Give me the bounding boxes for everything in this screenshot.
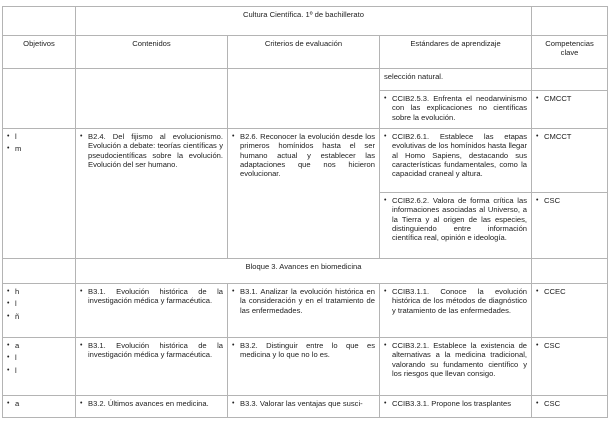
objetivo-item: • a <box>7 341 71 350</box>
objetivo-item: • l <box>7 132 71 141</box>
contenidos-cell <box>76 338 228 396</box>
empty-cell <box>3 259 76 284</box>
contenidos-cell <box>76 396 228 418</box>
header-competencias: Competencias clave <box>532 36 608 69</box>
table-row <box>3 129 608 193</box>
objetivo-item: • l <box>7 353 71 362</box>
competencia-cell <box>532 284 608 338</box>
objetivo-item: • l <box>7 299 71 308</box>
contenidos-cell <box>76 129 228 259</box>
estandar-text: • CCIB3.2.1. Establece la existencia de alternativas a la medicina tradicional, valorando su fundamento científico y los riesgos que llevan consigo. <box>384 341 527 378</box>
contenidos-cell <box>76 69 228 129</box>
competencia-cell <box>532 193 608 259</box>
estandar-cell <box>380 129 532 193</box>
empty-cell <box>532 259 608 284</box>
contenido-text: • B3.1. Evolución histórica de la investigación médica y farmacéutica. <box>80 341 223 360</box>
criterios-cell <box>228 284 380 338</box>
criterio-text: • B3.1. Analizar la evolución histórica en la consideración y en el tratamiento de las enfermedades. <box>232 287 375 315</box>
table-row <box>3 338 608 396</box>
block-heading-row <box>3 259 608 284</box>
header-contenidos: Contenidos <box>76 36 228 69</box>
estandar-text: • CCIB2.6.1. Establece las etapas evolutivas de los homínidos hasta llegar al Homo Sapiens, destacando sus características fundamentales, como la capacidad craneal y altura. <box>384 132 527 178</box>
competencia-code: • CMCCT <box>536 94 603 103</box>
criterios-cell <box>228 129 380 259</box>
estandar-text: • CCIB2.6.2. Valora de forma crítica las informaciones asociadas al Universo, a la Tierra y al origen de las especies, distinguiendo entre información científica real, opinión e ideología. <box>384 196 527 242</box>
estandar-cell <box>380 284 532 338</box>
objetivo-item: • m <box>7 144 71 153</box>
estandar-cell <box>380 193 532 259</box>
objetivos-cell <box>3 284 76 338</box>
table-row <box>3 396 608 418</box>
objetivo-item: • l <box>7 366 71 375</box>
criterios-cell <box>228 396 380 418</box>
empty-header-cell <box>532 7 608 36</box>
competencia-code: • CMCCT <box>536 132 603 141</box>
criterio-text: • B3.3. Valorar las ventajas que susci- <box>232 399 375 408</box>
objetivos-cell <box>3 69 76 129</box>
empty-header-cell <box>3 7 76 36</box>
competencia-cell <box>532 69 608 91</box>
block-title: Bloque 3. Avances en biomedicina <box>76 259 532 284</box>
criterio-text: • B2.6. Reconocer la evolución desde los primeros homínidos hasta el ser humano actual y establecer las adaptaciones que nos hicieron evolucionar. <box>232 132 375 178</box>
competencia-cell <box>532 91 608 129</box>
table-row <box>3 69 608 91</box>
table-title: Cultura Científica. 1º de bachillerato <box>76 7 532 36</box>
estandar-cell <box>380 69 532 91</box>
table-title-row <box>3 7 608 36</box>
contenidos-cell <box>76 284 228 338</box>
estandar-cell <box>380 338 532 396</box>
curriculum-table <box>2 6 608 418</box>
criterio-text: • B3.2. Distinguir entre lo que es medicina y lo que no lo es. <box>232 341 375 360</box>
estandar-text: • CCIB2.5.3. Enfrenta el neodarwinismo con las explicaciones no científicas sobre la evolución. <box>384 94 527 122</box>
header-criterios: Criterios de evaluación <box>228 36 380 69</box>
estandar-text: • CCIB3.1.1. Conoce la evolución histórica de los métodos de diagnóstico y tratamiento de las enfermedades. <box>384 287 527 315</box>
estandar-cell <box>380 396 532 418</box>
competencia-cell <box>532 338 608 396</box>
objetivos-cell <box>3 338 76 396</box>
estandar-text: selección natural. <box>384 72 444 81</box>
objetivo-item: • ñ <box>7 312 71 321</box>
objetivos-cell <box>3 129 76 259</box>
header-estandares: Estándares de aprendizaje <box>380 36 532 69</box>
competencia-code: • CCEC <box>536 287 603 296</box>
contenido-text: • B2.4. Del fijismo al evolucionismo. Evolución a debate: teorías científicas y pseudocientíficas sobre la evolución. Evolución del ser humano. <box>80 132 223 169</box>
column-header-row <box>3 36 608 69</box>
criterios-cell <box>228 338 380 396</box>
competencia-cell <box>532 396 608 418</box>
objetivo-item: • h <box>7 287 71 296</box>
competencia-code: • CSC <box>536 196 603 205</box>
objetivos-cell <box>3 396 76 418</box>
competencia-code: • CSC <box>536 341 603 350</box>
competencia-cell <box>532 129 608 193</box>
criterios-cell <box>228 69 380 129</box>
competencia-code: • CSC <box>536 399 603 408</box>
table-row <box>3 284 608 338</box>
header-objetivos: Objetivos <box>3 36 76 69</box>
objetivo-item: • a <box>7 399 71 408</box>
contenido-text: • B3.2. Últimos avances en medicina. <box>80 399 223 408</box>
estandar-cell <box>380 91 532 129</box>
estandar-text: • CCIB3.3.1. Propone los trasplantes <box>384 399 527 408</box>
contenido-text: • B3.1. Evolución histórica de la investigación médica y farmacéutica. <box>80 287 223 306</box>
